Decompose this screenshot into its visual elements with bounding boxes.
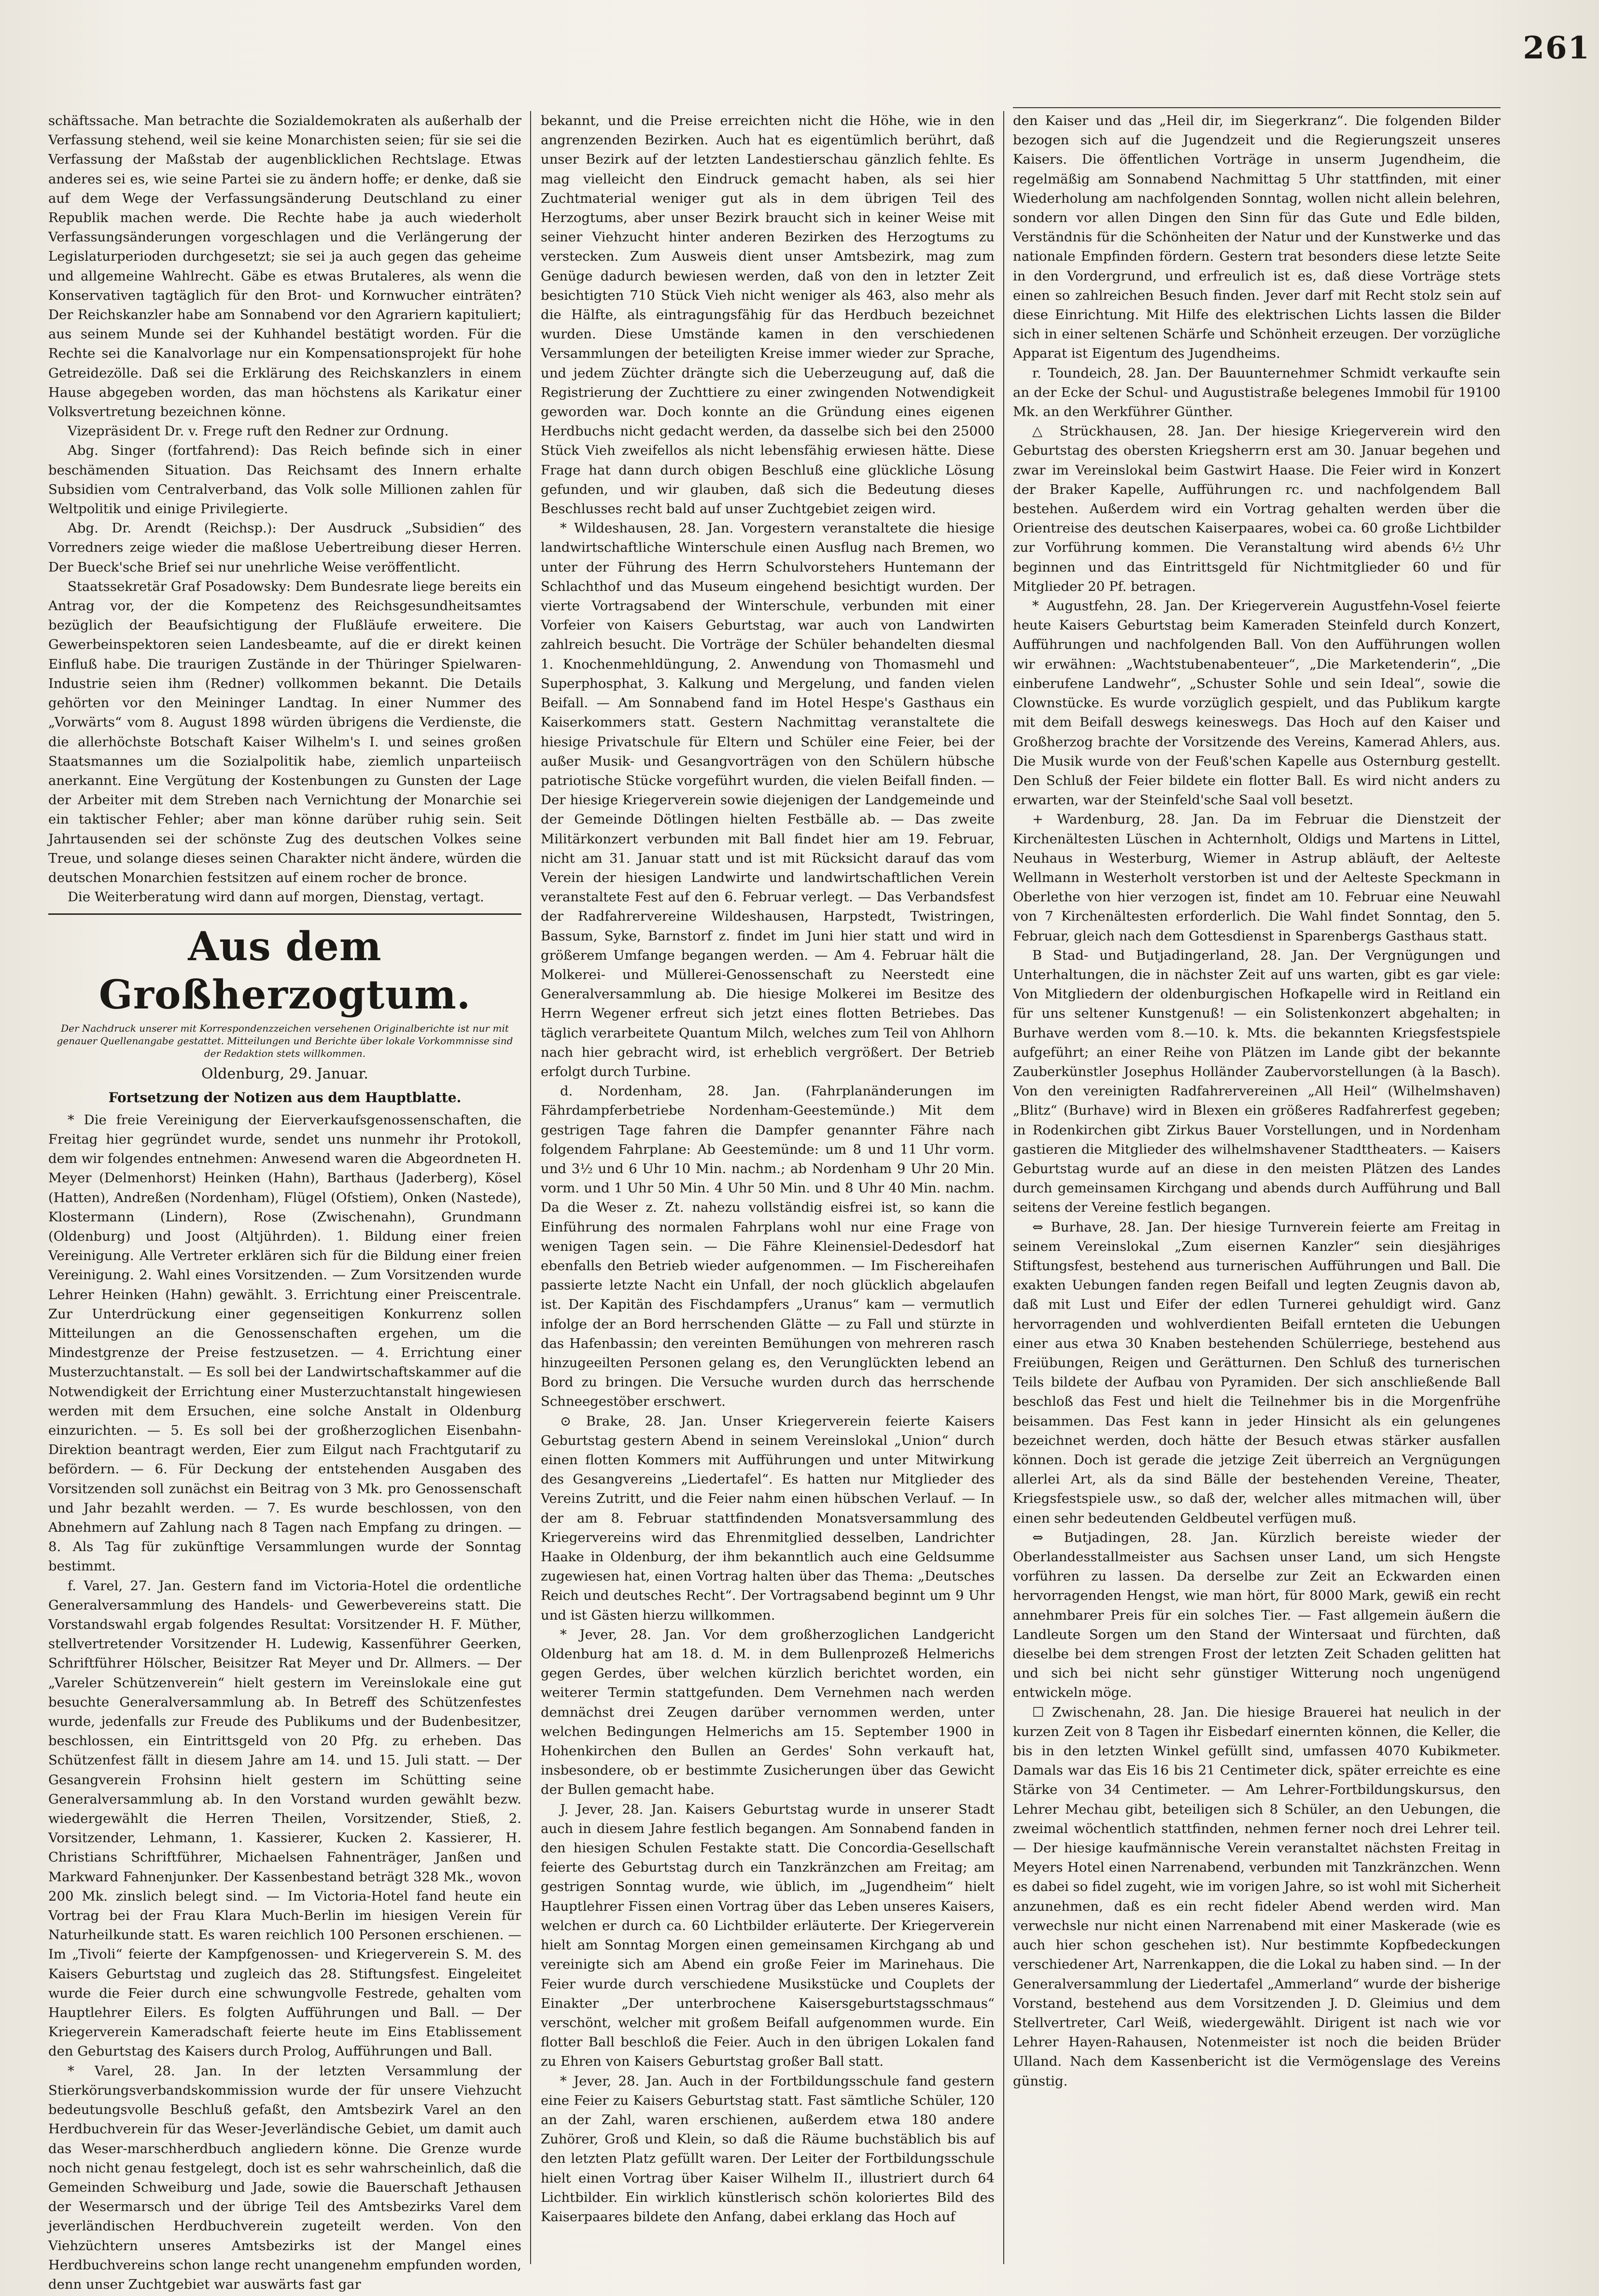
paragraph: ⊙ Brake, 28. Jan. Unser Kriegerverein feierte Kaisers Geburtstag gestern Abend in seinem Vereinslokal „Union“ durch einen flotten Kommers mit Aufführungen und unter Mitwirkung des Gesangvereins „Liedertafel“. Es hatten nur Mitglieder des Vereins Zutritt, und die Feier nahm einen hübschen Verlauf. — In der am 8. Februar stattfindenden Monatsversammlung des Kriegervereins wird das Ehrenmitglied desselben, Landrichter Haake in Oldenburg, der ihm bekanntlich auch eine Geldsumme zugewiesen hat, einen Vortrag halten über das Thema: „Deutsches Reich und deutsches Recht“. Der Vortragsabend beginnt um 9 Uhr und ist Gästen hierzu willkommen. — [541, 1413, 995, 1623]
paragraph: + Wardenburg, 28. Jan. Da im Februar die Dienstzeit der Kirchenältesten Lüschen in Achternholt, Oldigs und Martens in Littel, Neuhaus in Westerburg, Wiemer in Astrup abläuft, der Aelteste Wellmann in Westerholt verstorben ist und der Aelteste Speckmann in Oberlethe von hier verzogen ist, findet am 10. Februar eine Neuwahl von 7 Kirchenältesten erforderlich. Die Wahl findet Sonntag, den 5. Februar, gleich nach dem Gottesdienst in Sparenbergs Gasthaus statt. — [1013, 812, 1501, 944]
reprint-note: Der Nachdruck unserer mit Korrespondenzzeichen versehenen Originalberichte ist nur mit genauer Quellenangabe gestattet. Mitteilungen und Berichte über lokale Vorkommnisse sind der Redaktion stets willkommen. — [56, 1022, 513, 1060]
paragraph: schäftssache. Man betrachte die Sozialdemokraten als außerhalb der Verfassung stehend, weil sie keine Monarchisten seien; für sie sei die Verfassung der Maßstab der augenblicklichen Rechtslage. Etwas anderes sei es, wie seine Partei sie zu ändern hoffe; er denke, daß sie auf dem Wege der Verfassungsänderung Deutschland zu einer Republik machen werde. Die Rechte habe ja auch wiederholt Verfassungsänderungen vorgeschlagen und die Verlängerung der Legislaturperioden durchgesetzt; sie sei ja auch gegen das geheime und allgemeine Wahlrecht. Gäbe es etwas Brutaleres, als wenn die Konservativen tagtäglich für den Brot- und Kornwucher einträten? Der Reichskanzler habe am Sonnabend vor den Agrariern kapituliert; aus seinem Munde sei der Kuhhandel bestätigt worden. Für die Rechte sei die Kanalvorlage nur ein Kompensationsprojekt für hohe Getreidezölle. Daß sei die Erklärung des Reichskanzlers in einem Hause abgegeben worden, das man höchstens als Karikatur einer Volksvertretung bezeichnen könne. — [48, 113, 521, 420]
section-headline: Aus dem Großherzogtum. — [98, 924, 471, 1019]
paragraph: * Wildeshausen, 28. Jan. Vorgestern veranstaltete die hiesige landwirtschaftliche Winterschule einen Ausflug nach Bremen, wo unter der Führung des Herrn Schulvorstehers Huntemann der Schlachthof und das Museum eingehend besichtigt wurden. Der vierte Vortragsabend der Winterschule, verbunden mit einer Vorfeier von Kaisers Geburtstag, war auch von Landwirten zahlreich besucht. Die Vorträge der Schüler behandelten diesmal 1. Knochenmehldüngung, 2. Anwendung von Thomasmehl und Superphosphat, 3. Kalkung und Mergelung, und fanden vielen Beifall. — Am Sonnabend fand im Hotel Hespe's Gasthaus ein Kaiserkommers statt. Gestern Nachmittag veranstaltete die hiesige Privatschule für Eltern und Schüler eine Feier, bei der außer Musik- und Gesangvorträgen von den Schülern hübsche patriotische Stücke vorgeführt wurden, die vielen Beifall finden. — Der hiesige Kriegerverein sowie diejenigen der Landgemeinde und der Gemeinde Dötlingen hielten Festbälle ab. — Das zweite Militärkonzert verbunden mit Ball findet hier am 19. Februar, nicht am 31. Januar statt und ist mit Rücksicht darauf das vom Verein der hiesigen Landwirte und landwirtschaftlichen Verein veranstaltete Fest auf den 6. Februar verlegt. — Das Verbandsfest der Radfahrervereine Wildeshausen, Harpstedt, Twistringen, Bassum, Syke, Barnstorf z. findet im Juni hier statt und wird in größerem Umfange begangen werden. — Am 4. Februar hält die Molkerei- und Müllerei-Genossenschaft zu Neerstedt eine Generalversammlung ab. Die hiesige Molkerei im Besitze des Herrn Wegener erfreut sich jetzt eines flotten Betriebes. Das täglich verarbeitete Quantum Milch, welches zum Teil von Ahlhorn nach hier gebracht wird, ist erheblich vergrößert. Der Betrieb erfolgt durch Turbine. — [541, 520, 995, 1079]
section-subhead: Fortsetzung der Notizen aus dem Hauptblatte. — [108, 1089, 462, 1106]
paragraph: ⇔ Burhave, 28. Jan. Der hiesige Turnverein feierte am Freitag in seinem Vereinslokal „Zum eisernen Kanzler“ sein diesjähriges Stiftungsfest, bestehend aus turnerischen Aufführungen und Ball. Die exakten Uebungen fanden regen Beifall und legten Zeugnis davon ab, daß mit Lust und Eifer der edlen Turnerei gehuldigt wird. Ganz hervorragenden und wohlverdienten Beifall ernteten die Uebungen einer aus etwa 30 Knaben bestehenden Schülerriege, bestehend aus Freiübungen, Reigen und Gerätturnen. Den Schluß des turnerischen Teils bildete der Aufbau von Pyramiden. Der sich anschließende Ball beschloß das Fest und hielt die Teilnehmer bis in die Morgenfrühe beisammen. Das Fest kann in jeder Hinsicht als ein gelungenes bezeichnet werden, doch hätte der Besuch etwas stärker ausfallen können. Doch ist gerade die jetzige Zeit überreich an Vergnügungen allerlei Art, als da sind Bälle der bestehenden Vereine, Theater, Kriegsfestspiele usw., so daß der, welcher alles mitmachen will, über einen sehr bedeutenden Geldbeutel verfügen muß. — [1013, 1219, 1501, 1526]
paragraph: * Die freie Vereinigung der Eierverkaufsgenossenschaften, die Freitag hier gegründet wurde, sendet uns nunmehr ihr Protokoll, dem wir folgendes entnehmen: Anwesend waren die Abgeordneten H. Meyer (Delmenhorst) Heinken (Hahn), Barthaus (Jaderberg), Kösel (Hatten), Andreßen (Nordenham), Flügel (Ofstiem), Onken (Nastede), Klostermann (Lindern), Rose (Zwischenahn), Grundmann (Oldenburg) und Joost (Altjührden). 1. Bildung einer freien Vereinigung. Alle Vertreter erklären sich für die Bildung einer freien Vereinigung. 2. Wahl eines Vorsitzenden. — Zum Vorsitzenden wurde Lehrer Heinken (Hahn) gewählt. 3. Errichtung einer Preiscentrale. Zur Unterdrückung einer gegenseitigen Konkurrenz sollen Mitteilungen an die Genossenschaften ergehen, um die Mindestgrenze der Preise festzusetzen. — 4. Errichtung einer Musterzuchtanstalt. — Es soll bei der Landwirtschaftskammer auf die Notwendigkeit der Errichtung einer Musterzuchtanstalt hingewiesen werden mit dem Ersuchen, eine solche Anstalt in Oldenburg einzurichten. — 5. Es soll bei der großherzoglichen Eisenbahn-Direktion beantragt werden, Eier zum Eilgut nach Frachtgutarif zu befördern. — 6. Für Deckung der entstehenden Ausgaben des Vorsitzenden soll zunächst ein Beitrag von 3 Mk. pro Genossenschaft und Jahr bezahlt werden. — 7. Es wurde beschlossen, von den Abnehmern auf Zahlung nach 8 Tagen nach Empfang zu dringen. — 8. Als Tag für zukünftige Versammlungen wurde der Sonntag bestimmt. — [48, 1112, 521, 1574]
paragraph: * Augustfehn, 28. Jan. Der Kriegerverein Augustfehn-Vosel feierte heute Kaisers Geburtstag beim Kameraden Steinfeld durch Konzert, Aufführungen und nachfolgenden Ball. Von den Aufführungen wollen wir erwähnen: „Wachtstubenabenteuer“, „Die Marketenderin“, „Die einberufene Landwehr“, „Schuster Sohle und sein Ideal“, sowie die Clownstücke. Es wurde vorzüglich gespielt, und das Publikum kargte mit dem Beifall deswegs keineswegs. Das Hoch auf den Kaiser und Großherzog brachte der Vorsitzende des Vereins, Kamerad Ahlers, aus. Die Musik wurde von der Feuß'schen Kapelle aus Osternburg gestellt. Den Schluß der Feier bildete ein flotter Ball. Es wird nicht anders zu erwarten, war der Steinfeld'sche Saal voll besetzt. — [1013, 598, 1501, 808]
paragraph: ☐ Zwischenahn, 28. Jan. Die hiesige Brauerei hat neulich in der kurzen Zeit von 8 Tagen ihr Eisbedarf einernten können, die Keller, die bis in den letzten Winkel gefüllt sind, umfassen 4070 Kubikmeter. Damals war das Eis 16 bis 21 Centimeter dick, später erreichte es eine Stärke von 34 Centimeter. — Am Lehrer-Fortbildungskursus, den Lehrer Mechau gibt, beteiligen sich 8 Schüler, an den Uebungen, die zweimal wöchentlich stattfinden, nehmen ferner noch drei Lehrer teil. — Der hiesige kaufmännische Verein veranstaltet nächsten Freitag in Meyers Hotel einen Narrenabend, verbunden mit Tanzkränzchen. Wenn es dabei so fidel zugeht, wie im vorigen Jahre, so ist wohl mit Sicherheit anzunehmen, daß es ein recht fideler Abend werden wird. Man verwechsle nur nicht einen Narrenabend mit einer Maskerade (wie es auch hier schon geschehen ist). Nur bestimmte Kopfbedeckungen verschiedener Art, Narrenkappen, die die Lokal zu haben sind. — In der Generalversammlung der Liedertafel „Ammerland“ wurde der bisherige Vorstand, bestehend aus dem Vorsitzenden J. D. Gleimius und dem Stellvertreter, Carl Weiß, wiedergewählt. Dirigent ist nach wie vor Lehrer Hayen-Rahausen, Notenmeister ist noch die beiden Brüder Ulland. Nach dem Kassenbericht ist die Vermögenslage des Vereins günstig. — [1013, 1704, 1501, 2089]
paragraph: bekannt, und die Preise erreichten nicht die Höhe, wie in den angrenzenden Bezirken. Auch hat es eigentümlich berührt, daß unser Bezirk auf der letzten Landestierschau gänzlich fehlte. Es mag vielleicht den Eindruck gemacht haben, als sei hier Zuchtmaterial weniger gut als in dem übrigen Teil des Herzogtums, aber unser Bezirk braucht sich in keiner Weise mit seiner Viehzucht hinter anderen Bezirken des Herzogtums zu verstecken. Zum Ausweis dient unser Amtsbezirk, mag zum Genüge dadurch bewiesen werden, daß von den in letzter Zeit besichtigten 710 Stück Vieh nicht weniger als 463, also mehr als die Hälfte, als eintragungsfähig für das Herdbuch bezeichnet wurden. Diese Umstände kamen in den verschiedenen Versammlungen der beteiligten Kreise immer wieder zur Sprache, und jedem Züchter drängte sich die Ueberzeugung auf, daß die Registrierung der Zuchttiere zu einer zwingenden Notwendigkeit geworden war. Doch konnte an die Gründung eines eigenen Herdbuchs nicht gedacht werden, da dasselbe sich bei den 25000 Stück Vieh zweifellos als nicht lebensfähig erwiesen hätte. Diese Frage hat dann durch obigen Beschluß eine glückliche Lösung gefunden, und wir glauben, daß sich die Bedeutung dieses Beschlusses recht bald auf unser Zuchtgebiet zeigen wird. — [541, 113, 995, 517]
column-1 — [48, 111, 521, 2292]
column-3 — [1013, 111, 1501, 2269]
paragraph: Die Weiterberatung wird dann auf morgen, Dienstag, vertagt. — [68, 889, 484, 905]
column-rule-1 — [530, 111, 531, 2264]
page-number: 261 — [1523, 30, 1590, 66]
paragraph: * Varel, 28. Jan. In der letzten Versammlung der Stierkörungsverbandskommission wurde der für unsere Viehzucht bedeutungsvolle Beschluß gefaßt, den Amtsbezirk Varel an den Herdbuchverein für das Weser-Jeverländische Gebiet, um damit auch das Weser-marschherdbuch angliedern könne. Die Grenze wurde noch nicht genau festgelegt, doch ist es sehr wahrscheinlich, daß die Gemeinden Schweiburg und Jade, sowie die Bauerschaft Jethausen der Wesermarsch und der übrige Teil des Amtsbezirks Varel dem jeverländischen Herdbuchverein zugeteilt werden. Von den Viehzüchtern unseres Amtsbezirks ist der Mangel eines Herdbuchvereins schon lange recht unangenehm empfunden worden, denn unser Zuchtgebiet war auswärts fast gar — [48, 2063, 521, 2292]
paragraph: △ Strückhausen, 28. Jan. Der hiesige Kriegerverein wird den Geburtstag des obersten Kriegsherrn erst am 30. Januar begehen und zwar im Vereinslokal beim Gastwirt Haase. Die Feier wird in Konzert der Braker Kapelle, Aufführungen rc. und nachfolgendem Ball bestehen. Außerdem wird ein Vortrag gehalten werden über die Orientreise des deutschen Kaiserpaares, wobei ca. 60 große Lichtbilder zur Vorführung kommen. Die Veranstaltung wird abends 6½ Uhr beginnen und das Eintrittsgeld für Nichtmitglieder 60 und für Mitglieder 20 Pf. betragen. — [1013, 423, 1501, 594]
paragraph: ⇔ Butjadingen, 28. Jan. Kürzlich bereiste wieder der Oberlandesstallmeister aus Sachsen unser Land, um sich Hengste vorführen zu lassen. Da derselbe zur Zeit an Eckwarden einen hervorragenden Hengst, wie man hört, für 8000 Mark, gewiß ein recht annehmbarer Preis für ein solches Tier. — Fast allgemein äußern die Landleute Sorgen um den Stand der Wintersaat und fürchten, daß dieselbe bei dem strengen Frost der letzten Zeit Schaden gelitten hat und sich bei nicht sehr günstiger Witterung noch ungenügend entwickeln möge. — [1013, 1529, 1501, 1701]
paragraph: d. Nordenham, 28. Jan. (Fahrplanänderungen im Fährdampferbetriebe Nordenham-Geestemünde.) Mit dem gestrigen Tage fahren die Dampfer genannter Fähre nach folgendem Fahrplane: Ab Geestemünde: um 8 und 11 Uhr vorm. und 3½ und 6 Uhr 10 Min. nachm.; ab Nordenham 9 Uhr 20 Min. vorm. und 1 Uhr 50 Min. 4 Uhr 50 Min. und 8 Uhr 40 Min. nachm. Da die Weser z. Zt. nahezu vollständig eisfrei ist, so kann die Einführung des normalen Fahrplans wohl nur eine Frage von wenigen Tagen sein. — Die Fähre Kleinensiel-Dedesdorf hat ebenfalls den Betrieb wieder aufgenommen. — Im Fischereihafen passierte letzte Nacht ein Unfall, der noch glücklich abgelaufen ist. Der Kapitän des Fischdampfers „Uranus“ kam — vermutlich infolge der an Bord herrschenden Glätte — zu Fall und stürzte in das Hafenbassin; den vereinten Bemühungen von mehreren rasch hinzugeeilten Personen gelang es, den Verunglückten lebend an Bord zu bringen. Die Versuche wurden durch das herrschende Schneegestöber erschwert. — [541, 1083, 995, 1410]
paragraph: r. Toundeich, 28. Jan. Der Bauunternehmer Schmidt verkaufte sein an der Ecke der Schul- und Augustistraße belegenes Immobil für 19100 Mk. an den Werkführer Günther. — [1013, 365, 1501, 420]
paragraph: Staatssekretär Graf Posadowsky: Dem Bundesrate liege bereits ein Antrag vor, der die Kompetenz des Reichsgesundheitsamtes bezüglich der Beaufsichtigung der Flußläufe erweitere. Die Gewerbeinspektoren seien Landesbeamte, auf die er direkt keinen Einfluß habe. Die traurigen Zustände in der Thüringer Spielwaren-Industrie seien ihm (Redner) vollkommen bekannt. Die Details gehörten vor den Meininger Landtag. In einer Nummer des „Vorwärts“ vom 8. August 1898 würden übrigens die Verdienste, die die allerhöchste Botschaft Kaiser Wilhelm's I. und seines großen Staatsmannes um die Sozialpolitik habe, ziemlich unparteiisch anerkannt. Eine Vergütung der Kostenbungen zu Gunsten der Lage der Arbeiter mit dem Streben nach Vernichtung der Monarchie sei ein taktischer Fehler; aber man könne darüber ruhig sein. Seit Jahrtausenden sei der schönste Zug des deutschen Volkes seine Treue, und solange dieses seinen Charakter nicht ändere, würden die deutschen Monarchien festsitzen auf einem rocher de bronce. — [48, 578, 521, 885]
dateline: Oldenburg, 29. Januar. — [201, 1065, 368, 1083]
paragraph: B Stad- und Butjadingerland, 28. Jan. Der Vergnügungen und Unterhaltungen, die in nächster Zeit auf uns warten, gibt es gar viele: Von Mitgliedern der oldenburgischen Hofkapelle wird in Reitland ein für uns seltener Kunstgenuß! — ein Solistenkonzert abgehalten; in Burhave werden vom 8.—10. k. Mts. die bekannten Kriegsfestspiele aufgeführt; an einer Reihe von Plätzen im Lande gibt der bekannte Zauberkünstler Josephus Holländer Zaubervorstellungen (à la Basch). Von den vereinigten Radfahrervereinen „All Heil“ (Wilhelmshaven) „Blitz“ (Burhave) wird in Blexen ein größeres Radfahrerfest gegeben; in Rodenkirchen gibt Zirkus Bauer Vorstellungen, und in Nordenham gastieren die Mitglieder des wilhelmshavener Stadttheaters. — Kaisers Geburtstag wurde auf an diese in den meisten Plätzen des Landes durch gemeinsamen Kirchgang und abends durch Aufführung und Ball seitens der Vereine festlich begangen. — [1013, 947, 1501, 1216]
paragraph: f. Varel, 27. Jan. Gestern fand im Victoria-Hotel die ordentliche Generalversammlung des Handels- und Gewerbevereins statt. Die Vorstandswahl ergab folgendes Resultat: Vorsitzender H. F. Müther, stellvertretender Vorsitzender H. Ludewig, Kassenführer Geerken, Schriftführer Hölscher, Beisitzer Rat Meyer und Dr. Allmers. — Der „Vareler Schützenverein“ hielt gestern im Vereinslokale eine gut besuchte Generalversammlung ab. In Betreff des Schützenfestes wurde, jedenfalls zur Freude des Publikums und der Budenbesitzer, beschlossen, ein Eintrittsgeld von 20 Pfg. zu erheben. Das Schützenfest fällt in diesem Jahre am 14. und 15. Juli statt. — Der Gesangverein Frohsinn hielt gestern im Schütting seine Generalversammlung ab. In den Vorstand wurden gewählt bezw. wiedergewählt die Herren Theilen, Vorsitzender, Stieß, 2. Vorsitzender, Lehmann, 1. Kassierer, Kucken 2. Kassierer, H. Christians Schriftführer, Michaelsen Fahnenträger, Janßen und Markward Fahnenjunker. Der Kassenbestand beträgt 328 Mk., wovon 200 Mk. zinslich belegt sind. — Im Victoria-Hotel fand heute ein Vortrag bei der Frau Klara Much-Berlin im hiesigen Verein für Naturheilkunde statt. Es waren reichlich 100 Personen erschienen. — Im „Tivoli“ feierte der Kampfgenossen- und Kriegerverein S. M. des Kaisers Geburtstag und zugleich das 28. Stiftungsfest. Eingeleitet wurde die Feier durch eine schwungvolle Festrede, gehalten vom Hauptlehrer Eilers. Es folgten Aufführungen und Ball. — Der Kriegerverein Kameradschaft feierte heute im Eins Etablissement den Geburtstag des Kaisers durch Prolog, Aufführungen und Ball. — [48, 1578, 521, 2059]
paragraph: Vizepräsident Dr. v. Frege ruft den Redner zur Ordnung. — [68, 423, 449, 439]
paragraph: * Jever, 28. Jan. Auch in der Fortbildungsschule fand gestern eine Feier zu Kaisers Geburtstag statt. Fast sämtliche Schüler, 120 an der Zahl, waren erschienen, außerdem etwa 180 andere Zuhörer, Groß und Klein, so daß die Räume buchstäblich bis auf den letzten Platz gefüllt waren. Der Leiter der Fortbildungsschule hielt einen Vortrag über Kaiser Wilhelm II., illustriert durch 64 Lichtbilder. Ein wirklich künstlerisch schön koloriertes Bild des Kaiserpaares bildete den Anfang, dabei erklang das Hoch auf — [541, 2073, 995, 2225]
section-divider — [48, 913, 521, 915]
column-2 — [541, 111, 995, 2269]
paragraph: Abg. Dr. Arendt (Reichsp.): Der Ausdruck „Subsidien“ des Vorredners zeige wieder die maßlose Uebertreibung dieser Herren. Der Bueck'sche Brief sei nur unehrliche Weise veröffentlicht. — [48, 520, 521, 575]
column-rule-2 — [1003, 111, 1004, 2264]
paragraph: den Kaiser und das „Heil dir, im Siegerkranz“. Die folgenden Bilder bezogen sich auf die Jugendzeit und die Regierungszeit unseres Kaisers. Die öffentlichen Vorträge in unserm Jugendheim, die regelmäßig am Sonnabend Nachmittag 5 Uhr stattfinden, mit einer Wiederholung am nachfolgenden Sonntag, wollen nicht allein belehren, sondern vor allen Dingen den Sinn für das Gute und Edle bilden, Verständnis für die Schönheiten der Natur und der Kunstwerke und das nationale Empfinden fördern. Gestern trat besonders diese letzte Seite in den Vordergrund, und erfreulich ist es, daß diese Vorträge stets einen so zahlreichen Besuch finden. Jever darf mit Recht stolz sein auf diese Einrichtung. Mit Hilfe des elektrischen Lichts lassen die Bilder sich in einer seltenen Schärfe und Schönheit erzeugen. Der vorzügliche Apparat ist Eigentum des Jugendheims. — [1013, 113, 1501, 362]
paragraph: Abg. Singer (fortfahrend): Das Reich befinde sich in einer beschämenden Situation. Das Reichsamt des Innern erhalte Subsidien vom Centralverband, das Volk solle Millionen zahlen für Weltpolitik und einige Privilegierte. — [48, 443, 521, 517]
column3-top-rule — [1013, 107, 1501, 108]
paragraph: J. Jever, 28. Jan. Kaisers Geburtstag wurde in unserer Stadt auch in diesem Jahre festlich begangen. Am Sonnabend fanden in den hiesigen Schulen Festakte statt. Die Concordia-Gesellschaft feierte des Geburtstag durch ein Tanzkränzchen am Freitag; am gestrigen Sonntag wurde, wie üblich, im „Jugendheim“ hielt Hauptlehrer Fissen einen Vortrag über das Leben unseres Kaisers, welchen er durch ca. 60 Lichtbilder erläuterte. Der Kriegerverein hielt am Sonntag Morgen einen gemeinsamen Kirchgang ab und vereinigte sich am Abend ein große Feier im Marinehaus. Die Feier wurde durch verschiedene Musikstücke und Couplets der Einakter „Der unterbrochene Kaisersgeburtstagsschmaus“ verschönt, welcher mit großem Beifall aufgenommen wurde. Ein flotter Ball beschloß die Feier. Auch in den übrigen Lokalen fand zu Ehren von Kaisers Geburtstag großer Ball statt. — [541, 1801, 995, 2070]
paragraph: * Jever, 28. Jan. Vor dem großherzoglichen Landgericht Oldenburg hat am 18. d. M. in dem Bullenprozeß Helmerichs gegen Gerdes, über welchen kürzlich berichtet worden, ein weiterer Termin stattgefunden. Dem Vernehmen nach werden demnächst drei Zeugen darüber vernommen werden, unter welchen Bedingungen Helmerichs am 15. September 1900 in Hohenkirchen den Bullen an Gerdes' Sohn verkauft hat, insbesondere, ob er bestimmte Zusicherungen über das Gewicht der Bullen gemacht habe. — [541, 1626, 995, 1798]
